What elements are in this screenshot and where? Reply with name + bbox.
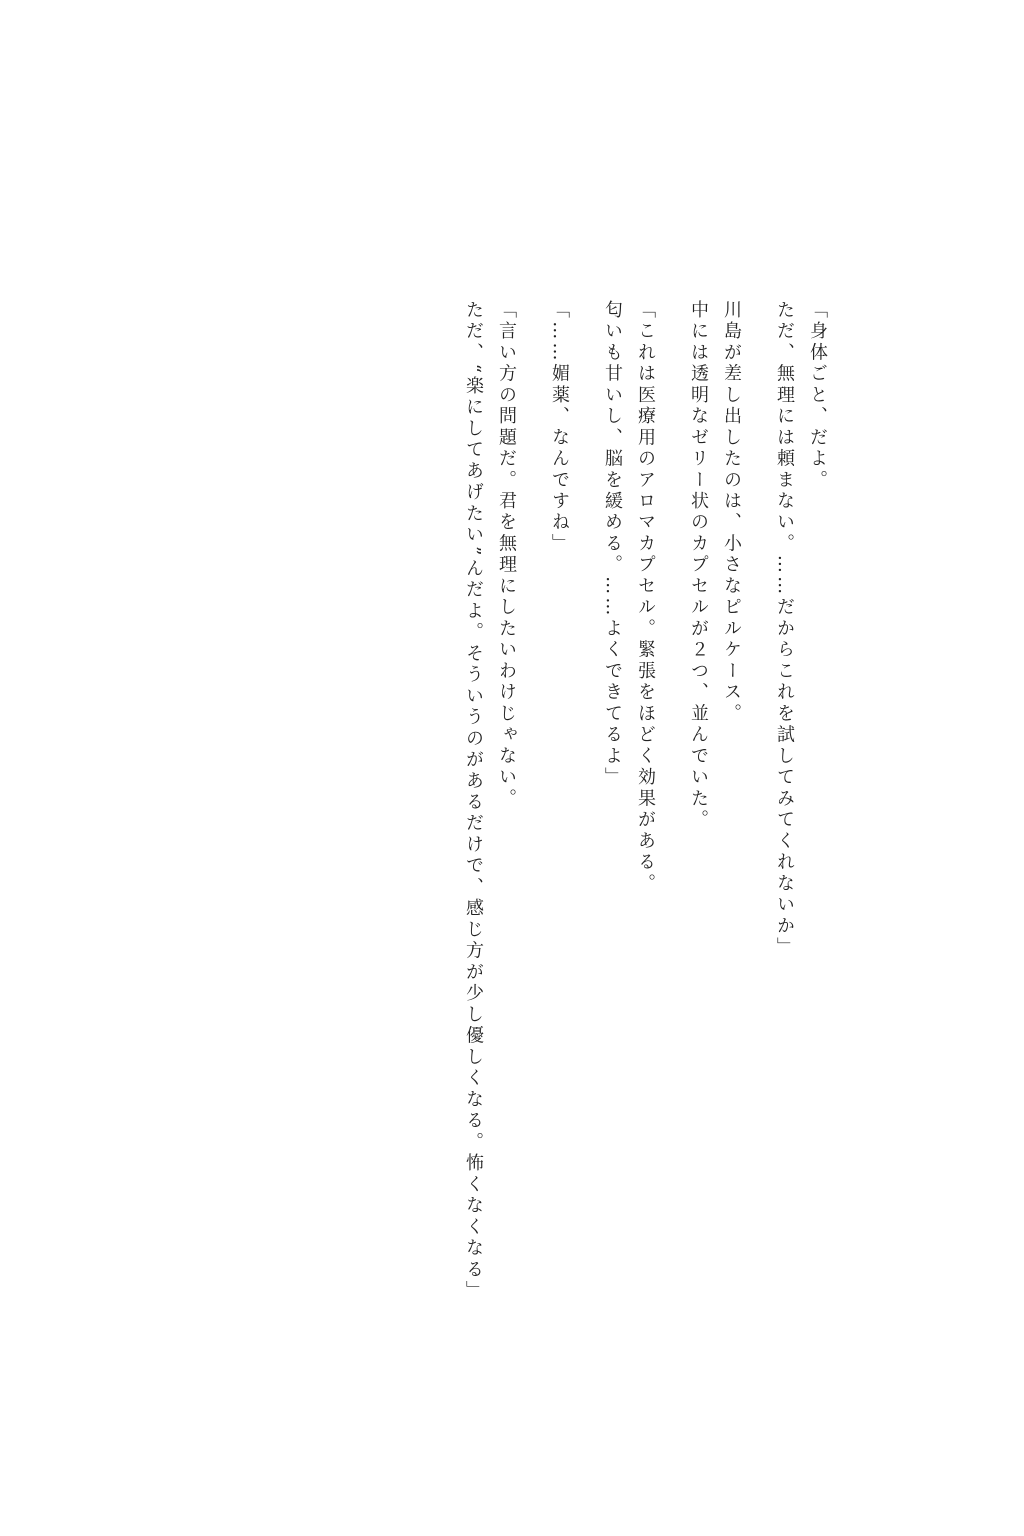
text-line: 匂いも甘いし、脳を緩める。……よくできてるよ」 bbox=[602, 300, 623, 789]
text-line: 「言い方の問題だ。君を無理にしたいわけじゃない。 bbox=[496, 300, 517, 810]
paragraph-gap bbox=[662, 300, 682, 301]
text-line: 中には透明なゼリー状のカプセルが２つ、並んでいた。 bbox=[688, 300, 709, 831]
vertical-text-body bbox=[457, 300, 834, 1310]
text-line: 「身体ごと、だよ。 bbox=[807, 300, 828, 492]
text-line: 川島が差し出したのは、小さなピルケース。 bbox=[721, 300, 742, 725]
text-line: ただ、無理には頼まない。……だからこれを試してみてくれないか」 bbox=[774, 300, 795, 959]
paragraph-gap bbox=[748, 300, 768, 301]
paragraph-gap bbox=[523, 300, 543, 301]
text-line: ただ、“楽にしてあげたい”んだよ。そういうのがあるだけで、感じ方が少し優しくなる。怖くなくなる」 bbox=[463, 300, 484, 1302]
text-line: 「……媚薬、なんですね」 bbox=[549, 300, 570, 555]
text-line: 「これは医療用のアロマカプセル。緊張をほどく効果がある。 bbox=[635, 300, 656, 895]
paragraph-gap bbox=[576, 300, 596, 301]
